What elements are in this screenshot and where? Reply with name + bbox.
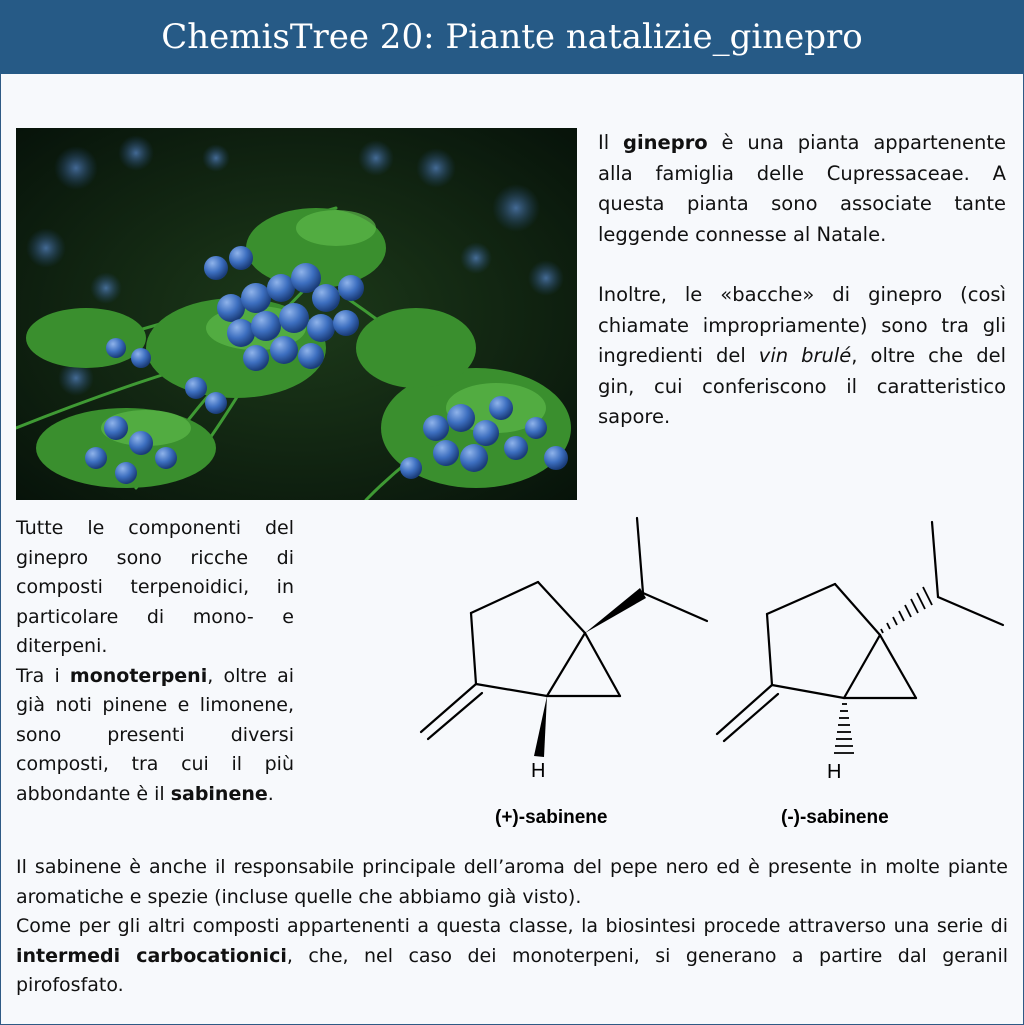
bottom-paragraph-2 — [16, 912, 1008, 1001]
intro-p1-bold: ginepro — [622, 131, 708, 154]
intro-p1-pre: Il — [598, 131, 623, 154]
minus-hash-bond — [881, 587, 932, 633]
minus-sabinene-structure — [717, 522, 1003, 741]
bottom-text — [16, 853, 1008, 1001]
intro-text — [598, 128, 1006, 433]
plus-h-wedge — [534, 696, 547, 757]
side-p2-mid: , oltre ai già noti pinene e limonene, sono presenti diversi composti, tra cui il più abbondante è il — [16, 664, 294, 805]
bottom-paragraph-1: Il sabinene è anche il responsabile principale dell’aroma del pepe nero ed è presente in molte piante aromatiche e spezie (incluse quelle che abbiamo già visto). — [16, 856, 1008, 908]
plus-h-atom: H — [531, 760, 546, 782]
page-title: ChemisTree 20: Piante natalizie_ginepro — [161, 17, 863, 57]
title-bar — [0, 0, 1024, 74]
minus-h-atom: H — [827, 761, 842, 783]
side-p2-post: . — [267, 782, 274, 805]
minus-h-hash — [834, 704, 854, 753]
sabinene-diagram — [405, 510, 1015, 840]
plus-sabinene-structure — [421, 518, 707, 739]
side-paragraph-2 — [16, 662, 294, 810]
plus-sabinene-label: (+)-sabinene — [495, 807, 608, 828]
intro-p2-post: , oltre che del gin, cui conferiscono il caratteristico sapore. — [598, 344, 1006, 428]
intro-p1-post: è una pianta appartenente alla famiglia delle Cupressaceae. A questa pianta sono associate tante leggende connesse al Natale. — [598, 131, 1006, 246]
intro-p2-pre: Inoltre, le «bacche» di ginepro (così chiamate impropriamente) sono tra gli ingredienti del — [598, 283, 1006, 367]
side-p2-pre: Tra i — [16, 664, 70, 687]
sabinene-structures — [405, 510, 1015, 840]
intro-p2-italic: vin brulé — [758, 344, 852, 367]
side-text — [16, 514, 294, 809]
side-paragraph-1: Tutte le componenti del ginepro sono ricche di composti terpenoidici, in particolare di mono- e diterpeni. — [16, 517, 294, 657]
bottom-p2-bold: intermedi carbocationici — [16, 944, 287, 967]
minus-sabinene-label: (-)-sabinene — [781, 807, 889, 828]
side-p2-bold1: monoterpeni — [69, 664, 208, 687]
juniper-photo — [16, 128, 577, 500]
bottom-p2-pre: Come per gli altri composti appartenenti a questa classe, la biosintesi procede attraverso una serie di — [16, 915, 1008, 937]
side-p2-bold2: sabinene — [170, 782, 268, 805]
plus-wedge-bond — [585, 588, 646, 633]
juniper-photo-image — [16, 128, 577, 500]
bottom-p2-post: , che, nel caso dei monoterpeni, si generano a partire dal geranil pirofosfato. — [16, 944, 1008, 996]
intro-paragraph-2 — [598, 280, 1006, 433]
intro-paragraph-1 — [598, 128, 1006, 250]
